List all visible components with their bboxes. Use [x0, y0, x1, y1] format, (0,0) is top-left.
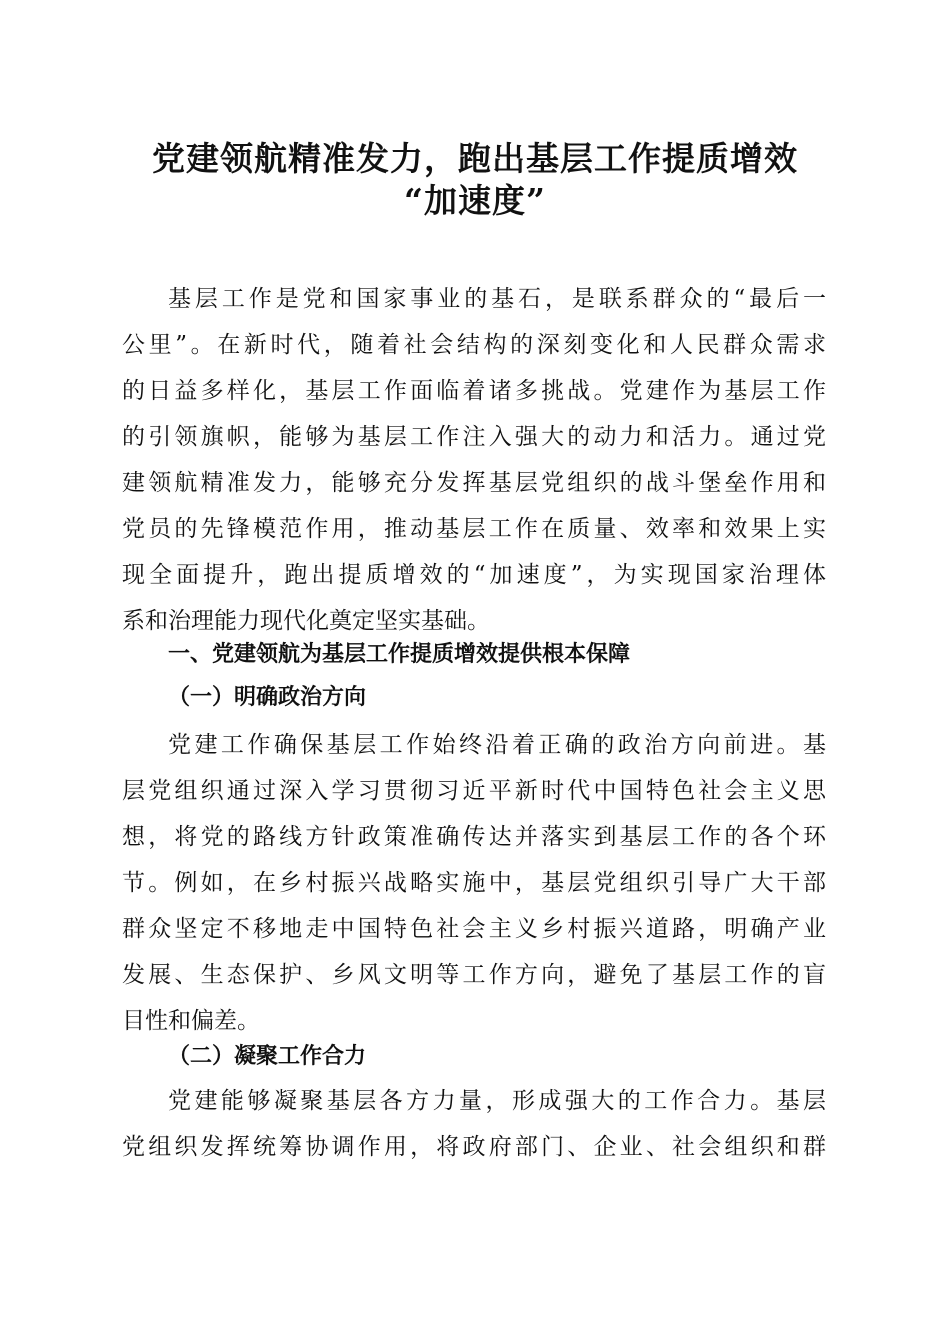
sub1-line: 群众坚定不移地走中国特色社会主义乡村振兴道路，明确产业: [122, 916, 826, 942]
sub2-line: 党建能够凝聚基层各方力量，形成强大的工作合力。基层: [168, 1088, 826, 1114]
intro-line: 党员的先锋模范作用，推动基层工作在质量、效率和效果上实: [122, 516, 826, 542]
document-title: [100, 138, 850, 222]
title-line-1: 党建领航精准发力，跑出基层工作提质增效: [152, 139, 798, 178]
intro-line: 的引领旗帜，能够为基层工作注入强大的动力和活力。通过党: [122, 424, 826, 450]
subsection-heading-2: （二）凝聚工作合力: [168, 1044, 367, 1069]
sub1-line: 节。例如，在乡村振兴战略实施中，基层党组织引导广大干部: [122, 870, 826, 896]
subsection-heading-1: （一）明确政治方向: [168, 685, 367, 710]
title-line-2: “加速度”: [404, 181, 546, 220]
intro-line: 基层工作是党和国家事业的基石，是联系群众的“最后一: [168, 286, 826, 312]
section-heading-1: 一、党建领航为基层工作提质增效提供根本保障: [168, 642, 631, 667]
intro-line: 系和治理能力现代化奠定坚实基础。: [122, 608, 490, 634]
sub1-line: 发展、生态保护、乡风文明等工作方向，避免了基层工作的盲: [122, 962, 826, 988]
sub1-line: 层党组织通过深入学习贯彻习近平新时代中国特色社会主义思: [122, 778, 826, 804]
sub1-line: 目性和偏差。: [122, 1008, 260, 1034]
intro-line: 公里”。在新时代，随着社会结构的深刻变化和人民群众需求: [122, 332, 826, 358]
sub1-line: 党建工作确保基层工作始终沿着正确的政治方向前进。基: [168, 732, 826, 758]
sub2-line: 党组织发挥统筹协调作用，将政府部门、企业、社会组织和群: [122, 1134, 826, 1160]
sub1-line: 想，将党的路线方针政策准确传达并落实到基层工作的各个环: [122, 824, 826, 850]
intro-line: 现全面提升，跑出提质增效的“加速度”，为实现国家治理体: [122, 562, 826, 588]
intro-line: 建领航精准发力，能够充分发挥基层党组织的战斗堡垒作用和: [122, 470, 826, 496]
intro-line: 的日益多样化，基层工作面临着诸多挑战。党建作为基层工作: [122, 378, 826, 404]
